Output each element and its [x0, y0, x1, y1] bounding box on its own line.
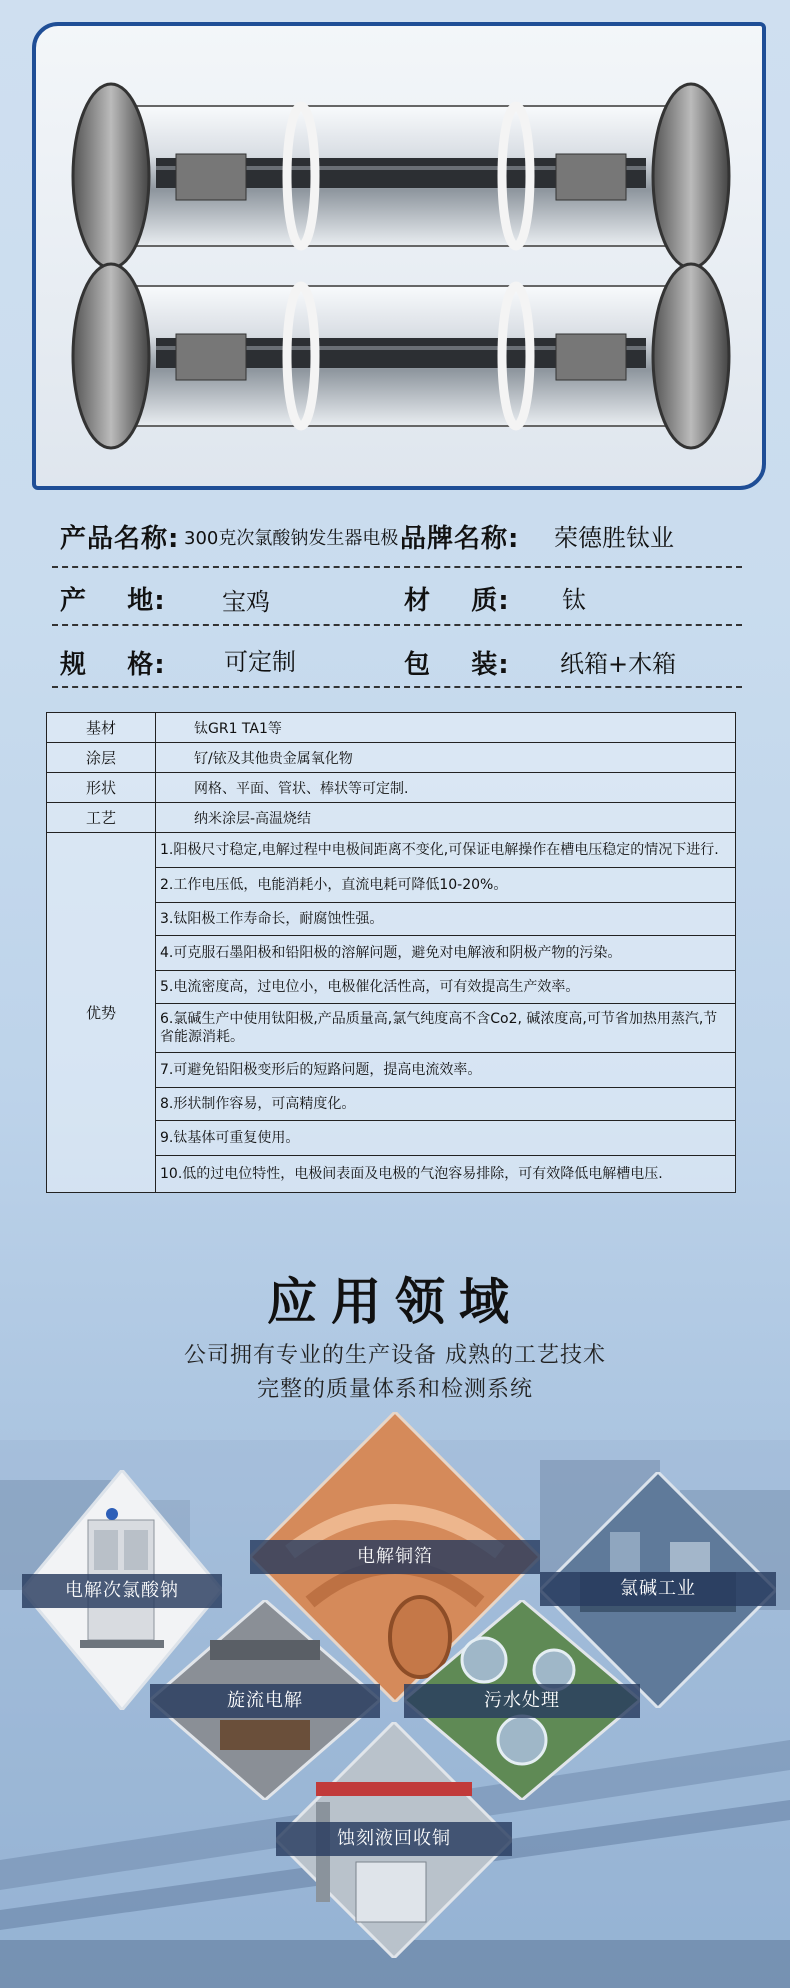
- tube-top: [73, 84, 729, 268]
- brand-value: 荣德胜钛业: [554, 524, 674, 552]
- product-name-label: 产品名称:: [60, 524, 180, 554]
- app-label-etching-recovery: 蚀刻液回收铜: [276, 1822, 512, 1856]
- app-label-chlor-alkali: 氯碱工业: [540, 1572, 776, 1606]
- spec-row-name-brand: [52, 510, 742, 568]
- brand-label: 品牌名称:: [400, 524, 520, 554]
- table-row: [47, 833, 736, 868]
- spec-row-spec-package: [52, 630, 742, 688]
- table-key: 基材: [47, 713, 156, 743]
- table-value: 钌/铱及其他贵金属氧化物: [156, 743, 736, 773]
- origin-label: 产 地:: [60, 586, 166, 616]
- advantage-item: 2.工作电压低，电能消耗小，直流电耗可降低10-20%。: [156, 868, 736, 903]
- spec-value: 可定制: [224, 648, 296, 676]
- material-value: 钛: [562, 586, 586, 614]
- advantage-item: 5.电流密度高，过电位小，电极催化活性高，可有效提高生产效率。: [156, 971, 736, 1004]
- app-tile-etching-recovery[interactable]: [276, 1722, 512, 1958]
- table-key: 涂层: [47, 743, 156, 773]
- table-key: 工艺: [47, 803, 156, 833]
- advantage-item: 1.阳极尺寸稳定,电解过程中电极间距离不变化,可保证电解操作在槽电压稳定的情况下进行.: [156, 833, 736, 868]
- table-row: [47, 803, 736, 833]
- property-table: [46, 712, 736, 1193]
- applications-title: 应用领域: [267, 1272, 523, 1331]
- package-label: 包 装:: [404, 650, 510, 680]
- origin-value: 宝鸡: [222, 588, 270, 616]
- material-label: 材 质:: [404, 586, 510, 616]
- advantage-item: 7.可避免铅阳极变形后的短路问题，提高电流效率。: [156, 1053, 736, 1088]
- spec-label: 规 格:: [60, 650, 166, 680]
- advantage-item: 8.形状制作容易，可高精度化。: [156, 1088, 736, 1121]
- package-value: 纸箱+木箱: [560, 650, 677, 678]
- table-row: [47, 713, 736, 743]
- table-row: [47, 773, 736, 803]
- app-label-wastewater: 污水处理: [404, 1684, 640, 1718]
- spec-row-origin-material: [52, 568, 742, 626]
- advantage-item: 10.低的过电位特性，电极间表面及电极的气泡容易排除，可有效降低电解槽电压.: [156, 1156, 736, 1193]
- electrode-tubes-illustration: [36, 26, 762, 486]
- app-label-copper-foil: 电解铜箔: [250, 1540, 540, 1574]
- table-key: 形状: [47, 773, 156, 803]
- product-photo: [32, 22, 766, 490]
- applications-subtitle-2: 完整的质量体系和检测系统: [256, 1377, 533, 1402]
- table-row: [47, 743, 736, 773]
- table-value: 钛GR1 TA1等: [156, 713, 736, 743]
- tube-bottom: [73, 264, 729, 448]
- advantage-item: 4.可克服石墨阳极和铅阳极的溶解问题，避免对电解液和阴极产物的污染。: [156, 936, 736, 971]
- applications-subtitle-1: 公司拥有专业的生产设备 成熟的工艺技术: [184, 1343, 606, 1368]
- advantage-item: 6.氯碱生产中使用钛阳极,产品质量高,氯气纯度高不含Co2, 碱浓度高,可节省加热用蒸汽,节省能源消耗。: [156, 1004, 736, 1053]
- table-value: 纳米涂层-高温烧结: [156, 803, 736, 833]
- advantage-label: 优势: [47, 833, 156, 1193]
- app-label-sodium-hypochlorite: 电解次氯酸钠: [22, 1574, 222, 1608]
- product-name-value: 300克次氯酸钠发生器电极: [184, 528, 399, 549]
- app-label-cyclone-electrolysis: 旋流电解: [150, 1684, 380, 1718]
- advantage-item: 3.钛阳极工作寿命长，耐腐蚀性强。: [156, 903, 736, 936]
- table-value: 网格、平面、管状、棒状等可定制.: [156, 773, 736, 803]
- advantage-item: 9.钛基体可重复使用。: [156, 1121, 736, 1156]
